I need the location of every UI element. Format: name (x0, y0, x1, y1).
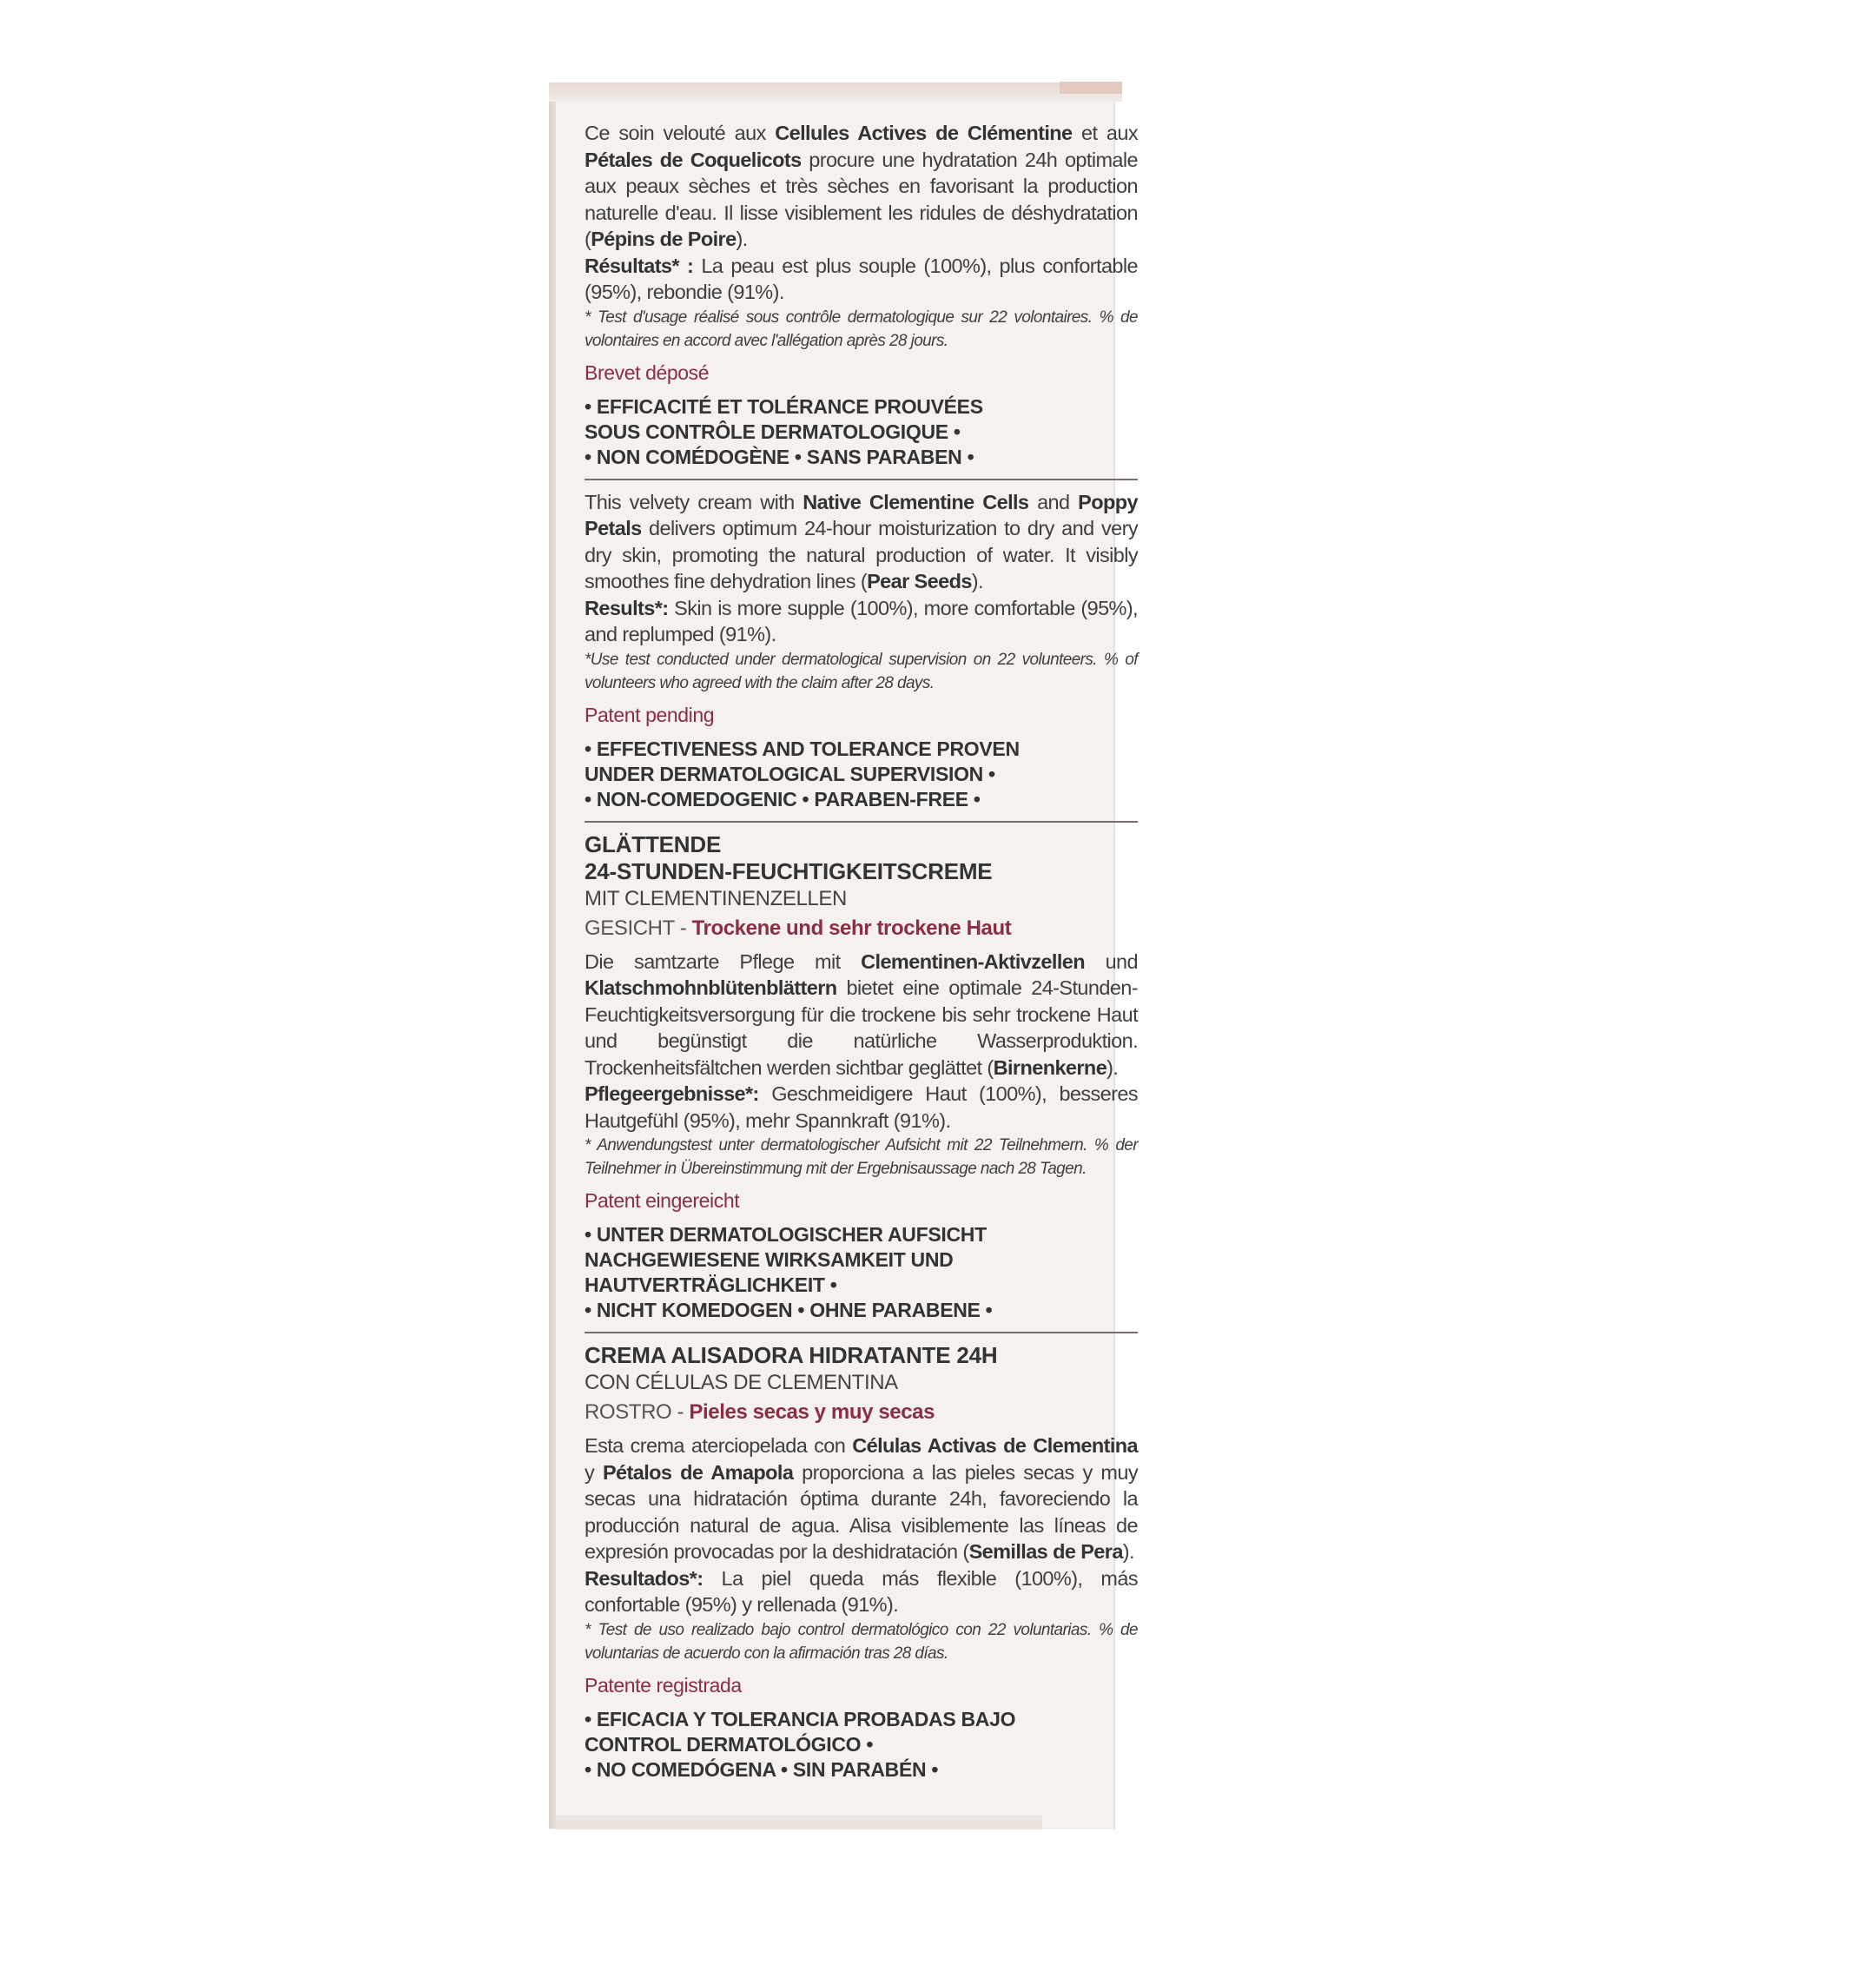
de-claims: • UNTER DERMATOLOGISCHER AUFSICHT NACHGEWIESENE WIRKSAMKEIT UND HAUTVERTRÄGLICHKEIT • • NICHT KOMEDOGEN • OHNE PARABENE • (585, 1223, 993, 1321)
section-divider (585, 821, 1138, 823)
es-subheading: CON CÉLULAS DE CLEMENTINA (585, 1371, 898, 1394)
section-divider (585, 1332, 1138, 1333)
de-results: Pflegeergebnisse*: Geschmeidigere Haut (100%), besseres Hautgefühl (95%), mehr Spannkraft (91%). (585, 1082, 1138, 1132)
de-skin-type: GESICHT - Trockene und sehr trockene Haut (585, 916, 1012, 940)
es-skin-type: ROSTRO - Pieles secas y muy secas (585, 1400, 935, 1424)
fr-description: Ce soin velouté aux Cellules Actives de Clémentine et aux Pétales de Coquelicots procure une hydratation 24h optimale aux peaux sèches et très sèches en favorisant la production naturelle d'eau. Il lisse visiblement les ridules de déshydratation (Pépins de Poire). (585, 122, 1139, 250)
de-subheading: MIT CLEMENTINENZELLEN (585, 886, 847, 910)
section-en (585, 489, 1138, 812)
fr-patent: Brevet déposé (585, 361, 710, 384)
fr-results: Résultats* : La peau est plus souple (100%), plus confortable (95%), rebondie (91%). (585, 254, 1138, 303)
en-results: Results*: Skin is more supple (100%), more comfortable (95%), and replumped (91%). (585, 596, 1138, 645)
es-description: Esta crema aterciopelada con Células Activas de Clementina y Pétalos de Amapola proporciona a las pieles secas y muy secas una hidratación óptima durante 24h, favoreciendo la producción natural de agua. Alisa visiblemente las líneas de expresión provocadas por la deshidratación (Semillas de Pera). (585, 1434, 1139, 1563)
box-bottom-flap (556, 1816, 1042, 1829)
de-patent: Patent eingereicht (585, 1189, 740, 1212)
es-patent: Patente registrada (585, 1673, 742, 1697)
es-results: Resultados*: La piel queda más flexible (100%), más confortable (95%) y rellenada (91%). (585, 1566, 1139, 1616)
section-fr (585, 120, 1138, 470)
box-top-flap (549, 83, 1122, 102)
box-top-tab (1060, 82, 1122, 94)
box-text-column (585, 120, 1138, 1783)
en-claims: • EFFECTIVENESS AND TOLERANCE PROVEN UNDER DERMATOLOGICAL SUPERVISION • • NON-COMEDOGENIC • PARABEN-FREE • (585, 737, 1020, 810)
en-test-note: *Use test conducted under dermatological supervision on 22 volunteers. % of volunteers who agreed with the claim after 28 days. (585, 650, 1138, 692)
de-heading: GLÄTTENDE 24-STUNDEN-FEUCHTIGKEITSCREME (585, 830, 993, 884)
es-heading: CREMA ALISADORA HIDRATANTE 24H (585, 1342, 998, 1368)
section-de (585, 831, 1138, 1324)
en-description: This velvety cream with Native Clementine Cells and Poppy Petals delivers optimum 24-hour moisturization to dry and very dry skin, promoting the natural production of water. It visibly smoothes fine dehydration lines (Pear Seeds). (585, 490, 1138, 592)
de-test-note: * Anwendungstest unter dermatologischer Aufsicht mit 22 Teilnehmern. % der Teilnehmer in Übereinstimmung mit der Ergebnisaussage nach 28 Tagen. (585, 1136, 1138, 1178)
section-divider (585, 479, 1138, 480)
fr-claims: • EFFICACITÉ ET TOLÉRANCE PROUVÉES SOUS CONTRÔLE DERMATOLOGIQUE • • NON COMÉDOGÈNE • SANS PARABEN • (585, 394, 983, 468)
section-es (585, 1342, 1138, 1783)
de-description: Die samtzarte Pflege mit Clementinen-Aktivzellen und Klatschmohnblütenblättern bietet eine optimale 24-Stunden-Feuchtigkeitsversorgung für die trockene bis sehr trockene Haut und begünstigt die natürliche Wasserproduktion. Trockenheitsfältchen werden sichtbar geglättet (Birnenkerne). (585, 949, 1138, 1079)
fr-test-note: * Test d'usage réalisé sous contrôle dermatologique sur 22 volontaires. % de volontaires en accord avec l'allégation après 28 jours. (585, 308, 1138, 350)
es-claims: • EFICACIA Y TOLERANCIA PROBADAS BAJO CONTROL DERMATOLÓGICO • • NO COMEDÓGENA • SIN PARABÉN • (585, 1707, 1016, 1781)
en-patent: Patent pending (585, 703, 715, 726)
es-test-note: * Test de uso realizado bajo control dermatológico con 22 voluntarias. % de voluntarias de acuerdo con la afirmación tras 28 días. (585, 1620, 1138, 1663)
